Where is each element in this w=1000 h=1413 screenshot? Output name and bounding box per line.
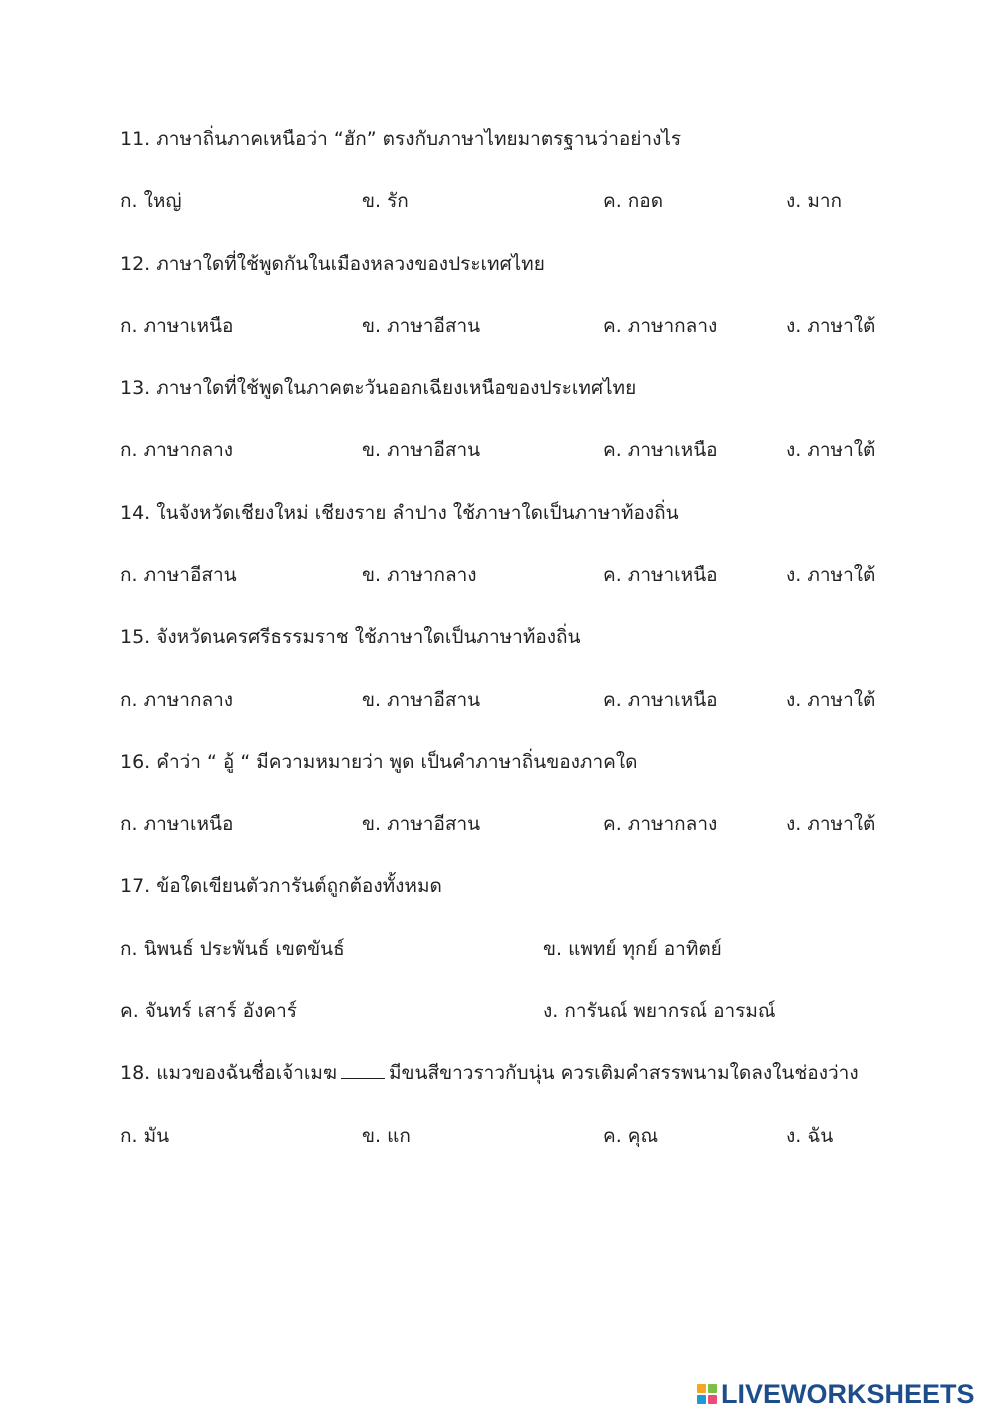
q14-choice-b[interactable]: ข. ภาษากลาง	[362, 564, 477, 586]
q16-choice-d[interactable]: ง. ภาษาใต้	[786, 813, 876, 835]
q12-choice-a[interactable]: ก. ภาษาเหนือ	[120, 315, 234, 337]
q15-choice-d[interactable]: ง. ภาษาใต้	[786, 689, 876, 711]
question-16: 16. คำว่า “ อู้ “ มีความหมายว่า พูด เป็นคำภาษาถิ่นของภาคใด	[120, 751, 638, 773]
q17-choice-d[interactable]: ง. การันณ์ พยากรณ์ อารมณ์	[543, 1000, 776, 1022]
logo-square	[708, 1395, 717, 1404]
q18-blank[interactable]	[341, 1060, 385, 1079]
q18-choice-d[interactable]: ง. ฉัน	[786, 1125, 834, 1147]
q13-choice-b[interactable]: ข. ภาษาอีสาน	[362, 439, 481, 461]
q18-text-before: 18. แมวของฉันชื่อเจ้าเมฆ	[120, 1062, 338, 1084]
logo-square	[697, 1395, 706, 1404]
question-17: 17. ข้อใดเขียนตัวการันต์ถูกต้องทั้งหมด	[120, 875, 442, 897]
q13-choice-c[interactable]: ค. ภาษาเหนือ	[603, 439, 718, 461]
q11-choice-d[interactable]: ง. มาก	[786, 190, 843, 212]
question-14: 14. ในจังหวัดเชียงใหม่ เชียงราย ลำปาง ใช้ภาษาใดเป็นภาษาท้องถิ่น	[120, 502, 679, 524]
q15-choice-a[interactable]: ก. ภาษากลาง	[120, 689, 234, 711]
q12-choice-d[interactable]: ง. ภาษาใต้	[786, 315, 876, 337]
q16-choice-c[interactable]: ค. ภาษากลาง	[603, 813, 718, 835]
q17-choice-a[interactable]: ก. นิพนธ์ ประพันธ์ เขตขันธ์	[120, 938, 345, 960]
q16-choice-b[interactable]: ข. ภาษาอีสาน	[362, 813, 481, 835]
q11-choice-b[interactable]: ข. รัก	[362, 190, 409, 212]
q18-choice-a[interactable]: ก. มัน	[120, 1125, 170, 1147]
q15-choice-c[interactable]: ค. ภาษาเหนือ	[603, 689, 718, 711]
q18-choice-b[interactable]: ข. แก	[362, 1125, 411, 1147]
question-13: 13. ภาษาใดที่ใช้พูดในภาคตะวันออกเฉียงเหนือของประเทศไทย	[120, 377, 637, 399]
q11-choice-a[interactable]: ก. ใหญ่	[120, 190, 182, 212]
question-18	[120, 1060, 859, 1086]
liveworksheets-brand	[697, 1379, 975, 1409]
logo-square	[708, 1384, 717, 1393]
q13-choice-a[interactable]: ก. ภาษากลาง	[120, 439, 234, 461]
q11-choice-c[interactable]: ค. กอด	[603, 190, 664, 212]
q17-choice-c[interactable]: ค. จันทร์ เสาร์ อังคาร์	[120, 1000, 297, 1022]
q14-choice-a[interactable]: ก. ภาษาอีสาน	[120, 564, 237, 586]
question-11: 11. ภาษาถิ่นภาคเหนือว่า “ฮัก” ตรงกับภาษาไทยมาตรฐานว่าอย่างไร	[120, 128, 682, 150]
q14-choice-c[interactable]: ค. ภาษาเหนือ	[603, 564, 718, 586]
q12-choice-c[interactable]: ค. ภาษากลาง	[603, 315, 718, 337]
question-15: 15. จังหวัดนครศรีธรรมราช ใช้ภาษาใดเป็นภาษาท้องถิ่น	[120, 626, 581, 648]
q18-choice-c[interactable]: ค. คุณ	[603, 1125, 659, 1147]
liveworksheets-logo-icon	[697, 1384, 717, 1404]
q16-choice-a[interactable]: ก. ภาษาเหนือ	[120, 813, 234, 835]
logo-square	[697, 1384, 706, 1393]
brand-text: LIVEWORKSHEETS	[721, 1378, 975, 1409]
q18-text-after: มีขนสีขาวราวกับนุ่น ควรเติมคำสรรพนามใดลงในช่องว่าง	[389, 1062, 859, 1084]
question-12: 12. ภาษาใดที่ใช้พูดกันในเมืองหลวงของประเทศไทย	[120, 253, 545, 275]
q14-choice-d[interactable]: ง. ภาษาใต้	[786, 564, 876, 586]
q12-choice-b[interactable]: ข. ภาษาอีสาน	[362, 315, 481, 337]
q15-choice-b[interactable]: ข. ภาษาอีสาน	[362, 689, 481, 711]
q13-choice-d[interactable]: ง. ภาษาใต้	[786, 439, 876, 461]
q17-choice-b[interactable]: ข. แพทย์ ทุกย์ อาทิตย์	[543, 938, 722, 960]
